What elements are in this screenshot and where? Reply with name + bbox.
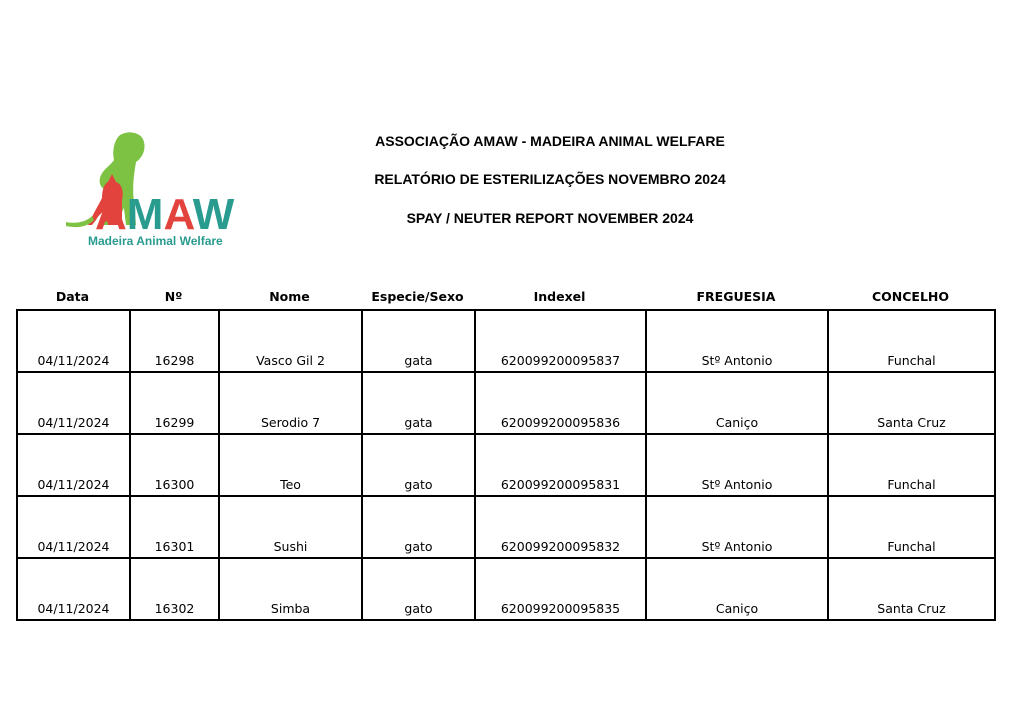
report-title-en: SPAY / NEUTER REPORT NOVEMBER 2024 [406, 210, 694, 226]
cell-especie-sexo: gato [362, 496, 475, 558]
cell-indexel: 620099200095835 [475, 558, 646, 620]
cell-especie-sexo: gata [362, 310, 475, 372]
cell-concelho: Funchal [828, 496, 995, 558]
cell-indexel: 620099200095837 [475, 310, 646, 372]
cell-especie-sexo: gato [362, 434, 475, 496]
cell-freguesia: Caniço [646, 558, 828, 620]
cell-nome: Sushi [219, 496, 362, 558]
cell-data: 04/11/2024 [17, 310, 130, 372]
col-header-freguesia: FREGUESIA [696, 289, 776, 304]
col-header-numero: Nº [164, 289, 183, 304]
table-row [17, 558, 995, 620]
table-row [17, 496, 995, 558]
logo-tagline: Madeira Animal Welfare [88, 234, 223, 248]
cell-data: 04/11/2024 [17, 496, 130, 558]
cell-numero: 16300 [130, 434, 219, 496]
cell-nome: Serodio 7 [219, 372, 362, 434]
cell-nome: Vasco Gil 2 [219, 310, 362, 372]
cell-concelho: Santa Cruz [828, 372, 995, 434]
table-row [17, 434, 995, 496]
cell-nome: Simba [219, 558, 362, 620]
cell-numero: 16301 [130, 496, 219, 558]
cell-especie-sexo: gato [362, 558, 475, 620]
report-title-pt: RELATÓRIO DE ESTERILIZAÇÕES NOVEMBRO 2024 [374, 171, 726, 187]
cell-especie-sexo: gata [362, 372, 475, 434]
table-column-headers [16, 289, 994, 309]
cell-indexel: 620099200095831 [475, 434, 646, 496]
cell-nome: Teo [219, 434, 362, 496]
cell-freguesia: Stº Antonio [646, 434, 828, 496]
table-row [17, 310, 995, 372]
cell-numero: 16299 [130, 372, 219, 434]
cell-concelho: Funchal [828, 434, 995, 496]
organization-heading: ASSOCIAÇÃO AMAW - MADEIRA ANIMAL WELFARE [375, 133, 725, 149]
logo-wordmark: AMAW [95, 190, 235, 239]
sterilization-report-table [16, 309, 996, 621]
cell-numero: 16298 [130, 310, 219, 372]
col-header-indexel: Indexel [533, 289, 586, 304]
col-header-concelho: CONCELHO [871, 289, 950, 304]
col-header-especie-sexo: Especie/Sexo [371, 289, 464, 304]
cell-freguesia: Stº Antonio [646, 496, 828, 558]
cell-data: 04/11/2024 [17, 372, 130, 434]
table-row [17, 372, 995, 434]
cell-concelho: Funchal [828, 310, 995, 372]
col-header-nome: Nome [269, 289, 310, 304]
cell-data: 04/11/2024 [17, 434, 130, 496]
cell-indexel: 620099200095832 [475, 496, 646, 558]
cell-data: 04/11/2024 [17, 558, 130, 620]
tail-swoosh-icon [66, 216, 94, 227]
col-header-data: Data [55, 289, 90, 304]
cell-numero: 16302 [130, 558, 219, 620]
cell-freguesia: Stº Antonio [646, 310, 828, 372]
cell-freguesia: Caniço [646, 372, 828, 434]
cell-indexel: 620099200095836 [475, 372, 646, 434]
cell-concelho: Santa Cruz [828, 558, 995, 620]
